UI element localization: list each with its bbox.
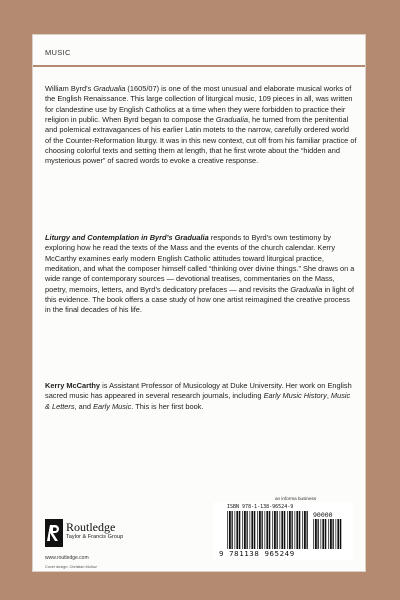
journal-name: Early Music: [93, 401, 132, 411]
publisher-url[interactable]: www.routledge.com: [45, 555, 89, 561]
journal-name: Early Music History: [263, 391, 327, 401]
gradualia-title: Gradualia: [93, 84, 126, 93]
back-cover-panel: [32, 34, 366, 572]
p2-text-b: in light of this evidence. The book offers a case study of how one artist reimagined the creative process in the final decades of his life.: [45, 284, 355, 315]
book-title: Liturgy and Contemplation in Byrd’s Gradualia: [45, 233, 209, 242]
bio-separator: ,: [326, 391, 331, 401]
informa-business-tag: an informa business: [275, 496, 317, 501]
bio-separator: , and: [74, 401, 94, 411]
description-paragraph-2: [45, 233, 357, 316]
bio-text-b: . This is her first book.: [131, 401, 204, 411]
divider-rule: [33, 65, 365, 67]
gradualia-title: Gradualia: [290, 284, 323, 294]
cover-design-credit: Cover design: Christian Muñoz: [45, 565, 97, 569]
author-name: Kerry McCarthy: [45, 381, 101, 390]
isbn-barcode: [213, 502, 353, 560]
author-bio: [45, 381, 357, 412]
p2-text-a: responds to Byrd’s own testimony by exploring how he read the texts of the Mass and the events of the church calendar. Kerry McCarthy examines early modern English Catholic attitudes toward liturgical practice, meditation, and what the composer himself called “thinking over divine things.” She draws on a wide range of contemporary sources — devotional treatises, commentaries on the Mass, poetry, memoirs, letters, and Byrd’s dedicatory prefaces — and revisits the: [45, 233, 355, 294]
p1-text-a: William Byrd’s: [45, 84, 94, 93]
price-code: 90000: [313, 511, 333, 519]
gradualia-title: Gradualia: [215, 115, 248, 125]
isbn-label: ISBN 978-1-138-96524-9: [227, 504, 294, 510]
isbn-digits: 9 781138 965249: [219, 549, 295, 558]
journal-name: Music & Letters: [45, 391, 351, 411]
p1-text-b: (1605/07) is one of the most unusual and elaborate musical works of the English Renaissance. This large collection of liturgical music, 109 pieces in all, was written for clandestine use by English Catholics at a time when they were forbidden to practice their religion in public. When Byrd began to compose the: [45, 84, 353, 125]
bio-text-a: is Assistant Professor of Musicology at Duke University. Her work on English sacred music has appeared in several research journals, including: [45, 381, 352, 401]
routledge-logo-icon: [45, 519, 63, 547]
publisher-group: Taylor & Francis Group: [66, 534, 124, 540]
description-paragraph-1: [45, 84, 357, 167]
category-label: MUSIC: [45, 48, 71, 57]
publisher-name: Routledge: [66, 520, 116, 534]
p1-text-c: , he turned from the penitential and polemical extravagances of his earlier Latin motets to the narrow, carefully ordered world of the Counter-Reformation liturgy. It was in this new context, cut off from his familiar practice of choosing colorful texts and setting them at length, that he first wrote about the “hidden and mysterious power” of sacred words to evoke a creative response.: [45, 115, 357, 166]
